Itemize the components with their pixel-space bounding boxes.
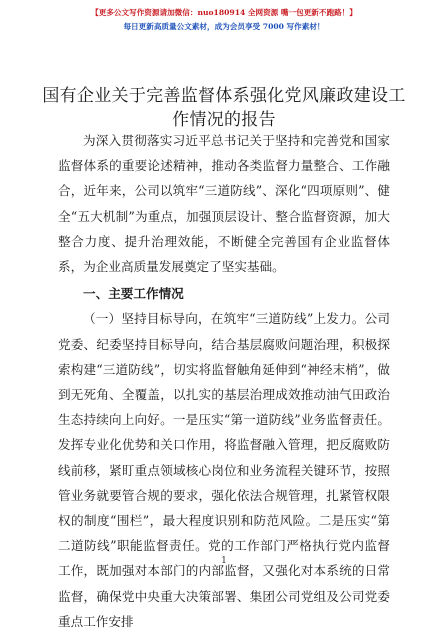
- section-heading: 一、主要工作情况: [83, 286, 184, 302]
- intro-paragraph: 为深入贯彻落实习近平总书记关于坚持和完善党和国家监督体系的重要论述精神，推动各类监督力量整合、工作融合，近年来，公司以筑牢“三道防线”、深化“四项原则”、健全“五大机制”为重点，加强顶层设计、整合监督资源，加大整合力度、提升治理效能，不断健全完善国有企业监督体系，为企业高质量发展奠定了坚实基础。: [58, 133, 390, 275]
- document-title: 国有企业关于完善监督体系强化党风廉政建设工作情况的报告: [42, 86, 406, 130]
- banner-line-1: 【更多公文写作资源请加微信：nuo180914 全网资源 嘴一包更新不跑路！】: [91, 8, 357, 17]
- promo-banner: [0, 7, 448, 32]
- banner-line-2: 每日更新高质量公文素材，成为会员享受 7000 写作素材！: [123, 22, 325, 31]
- section-paragraph: （一）坚持目标导向，在筑牢“三道防线”上发力。公司党委、纪委坚持目标导向，结合基层腐败问题治理，积极探索构建“三道防线”，切实将监督触角延伸到“神经末梢”，做到无死角、全覆盖，以扎实的基层治理成效推动油气田政治生态持续向上向好。一是压实“第一道防线”业务监督责任。发挥专业化优势和关口作用，将监督融入管理，把反腐败防线前移，紧盯重点领域核心岗位和业务流程关键环节，按照管业务就要管合规的要求，强化依法合规管理，扎紧管权限权的制度“围栏”，最大程度识别和防范风险。二是压实“第二道防线”职能监督责任。党的工作部门严格执行党内监督工作，既加强对本部门的内部监督，又强化对本系统的日常监督，确保党中央重大决策部署、集团公司党组及公司党委重点工作安排: [58, 311, 390, 629]
- page-number: 1: [221, 556, 227, 566]
